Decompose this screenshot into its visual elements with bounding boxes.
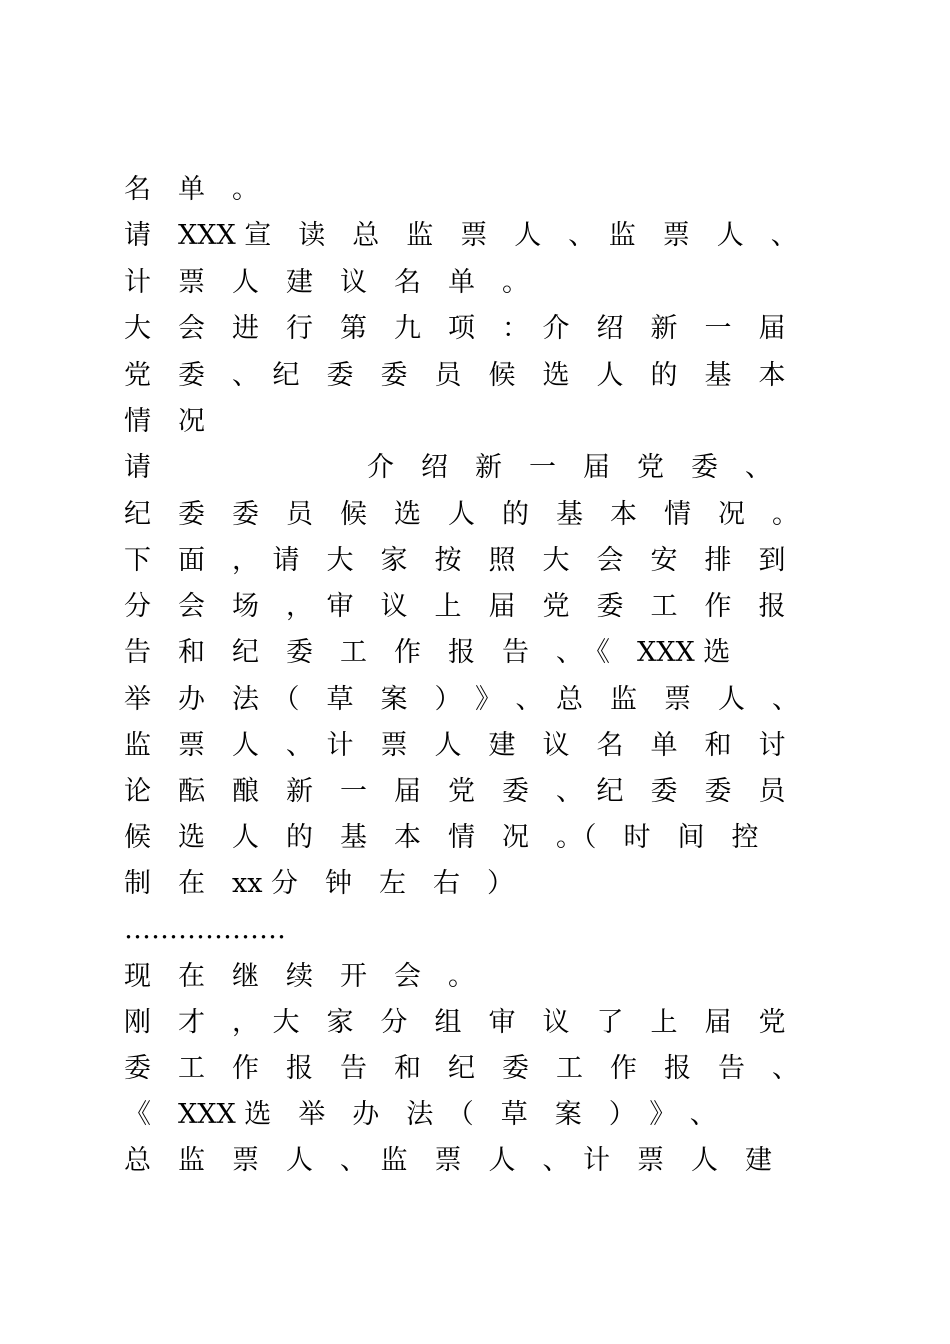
text-line: 请 介 绍 新 一 届 党 委 、 <box>124 452 772 483</box>
text-line: 名 单 。 <box>124 174 259 205</box>
text-line: 分 会 场 ， 审 议 上 届 党 委 工 作 报 <box>124 591 786 622</box>
text-line: 制 在 xx 分 钟 左 右 ） <box>124 868 515 899</box>
text-line: 告 和 纪 委 工 作 报 告 、 《 XXX 选 <box>124 637 731 668</box>
text-line: 《 XXX 选 举 办 法 （ 草 案 ） 》 、 <box>124 1099 717 1130</box>
text-line: 下 面 ， 请 大 家 按 照 大 会 安 排 到 <box>124 545 786 576</box>
text-line: 举 办 法 （ 草 案 ） 》 、 总 监 票 人 、 <box>124 684 799 715</box>
ellipsis-line: ……………… <box>124 914 286 945</box>
text-line: 请 XXX 宣 读 总 监 票 人 、 监 票 人 、 <box>124 220 798 251</box>
text-line: 情 况 <box>124 406 205 437</box>
text-line: 党 委 、 纪 委 委 员 候 选 人 的 基 本 <box>124 360 786 391</box>
text-line: 论 酝 酿 新 一 届 党 委 、 纪 委 委 员 <box>124 776 786 807</box>
text-line: 总 监 票 人 、 监 票 人 、 计 票 人 建 <box>124 1145 772 1176</box>
text-line: 候 选 人 的 基 本 情 况 。（ 时 间 控 <box>124 822 759 853</box>
text-line: 刚 才 ， 大 家 分 组 审 议 了 上 届 党 <box>124 1007 786 1038</box>
text-line: 委 工 作 报 告 和 纪 委 工 作 报 告 、 <box>124 1053 799 1084</box>
text-line: 现 在 继 续 开 会 。 <box>124 961 475 992</box>
text-line: 监 票 人 、 计 票 人 建 议 名 单 和 讨 <box>124 730 786 761</box>
text-line: 大 会 进 行 第 九 项 ： 介 绍 新 一 届 <box>124 313 786 344</box>
text-line: 纪 委 委 员 候 选 人 的 基 本 情 况 。 <box>124 499 799 530</box>
text-line: 计 票 人 建 议 名 单 。 <box>124 267 529 298</box>
